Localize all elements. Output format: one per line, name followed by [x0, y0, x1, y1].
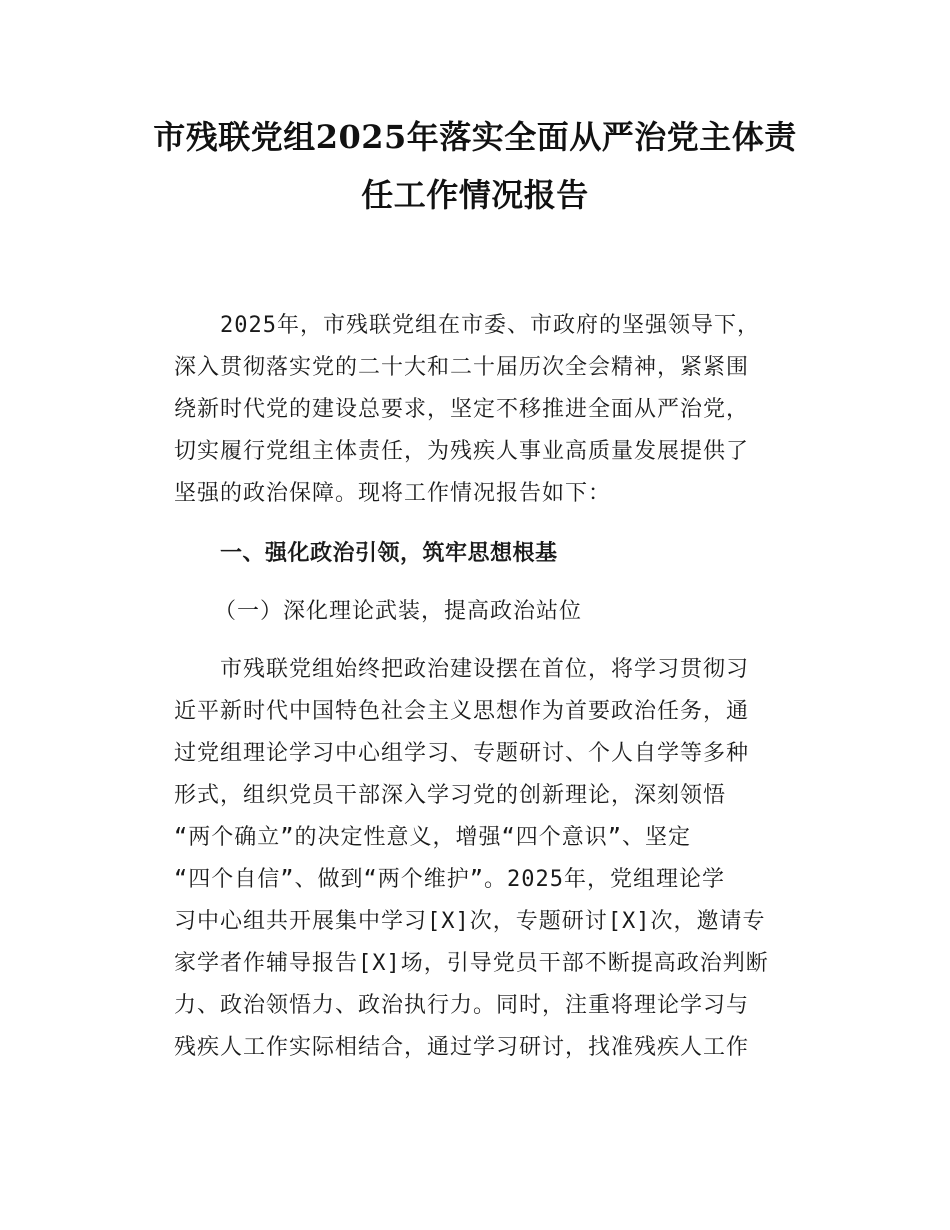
- body-line: 近平新时代中国特色社会主义思想作为首要政治任务，通: [174, 699, 750, 724]
- body-line: “四个自信”、做到“两个维护”。2025年，党组理论学: [174, 867, 725, 892]
- body-line: 习中心组共开展集中学习[X]次，专题研讨[X]次，邀请专: [174, 909, 766, 934]
- intro-line: 深入贯彻落实党的二十大和二十届历次全会精神，紧紧围: [174, 355, 750, 380]
- subsection-heading: （一）深化理论武装，提高政治站位: [214, 599, 583, 624]
- section-heading: 一、强化政治引领，筑牢思想根基: [220, 541, 558, 566]
- body-line: 家学者作辅导报告[X]场，引导党员干部不断提高政治判断: [174, 951, 769, 976]
- document-title-line-1: 市残联党组2025年落实全面从严治党主体责: [153, 118, 797, 156]
- document-title-line-2: 任工作情况报告: [361, 176, 589, 214]
- intro-line: 坚强的政治保障。现将工作情况报告如下：: [174, 481, 612, 506]
- intro-line: 2025年，市残联党组在市委、市政府的坚强领导下，: [220, 313, 760, 338]
- body-line: 形式，组织党员干部深入学习党的创新理论，深刻领悟: [174, 783, 727, 808]
- body-line: 市残联党组始终把政治建设摆在首位，将学习贯彻习: [220, 657, 750, 682]
- body-line: 过党组理论学习中心组学习、专题研讨、个人自学等多种: [174, 741, 750, 766]
- body-line: “两个确立”的决定性意义，增强“四个意识”、坚定: [174, 825, 691, 850]
- body-line: 力、政治领悟力、政治执行力。同时，注重将理论学习与: [174, 993, 750, 1018]
- intro-line: 切实履行党组主体责任，为残疾人事业高质量发展提供了: [174, 439, 750, 464]
- body-line: 残疾人工作实际相结合，通过学习研讨，找准残疾人工作: [174, 1035, 750, 1060]
- intro-line: 绕新时代党的建设总要求，坚定不移推进全面从严治党，: [174, 397, 750, 422]
